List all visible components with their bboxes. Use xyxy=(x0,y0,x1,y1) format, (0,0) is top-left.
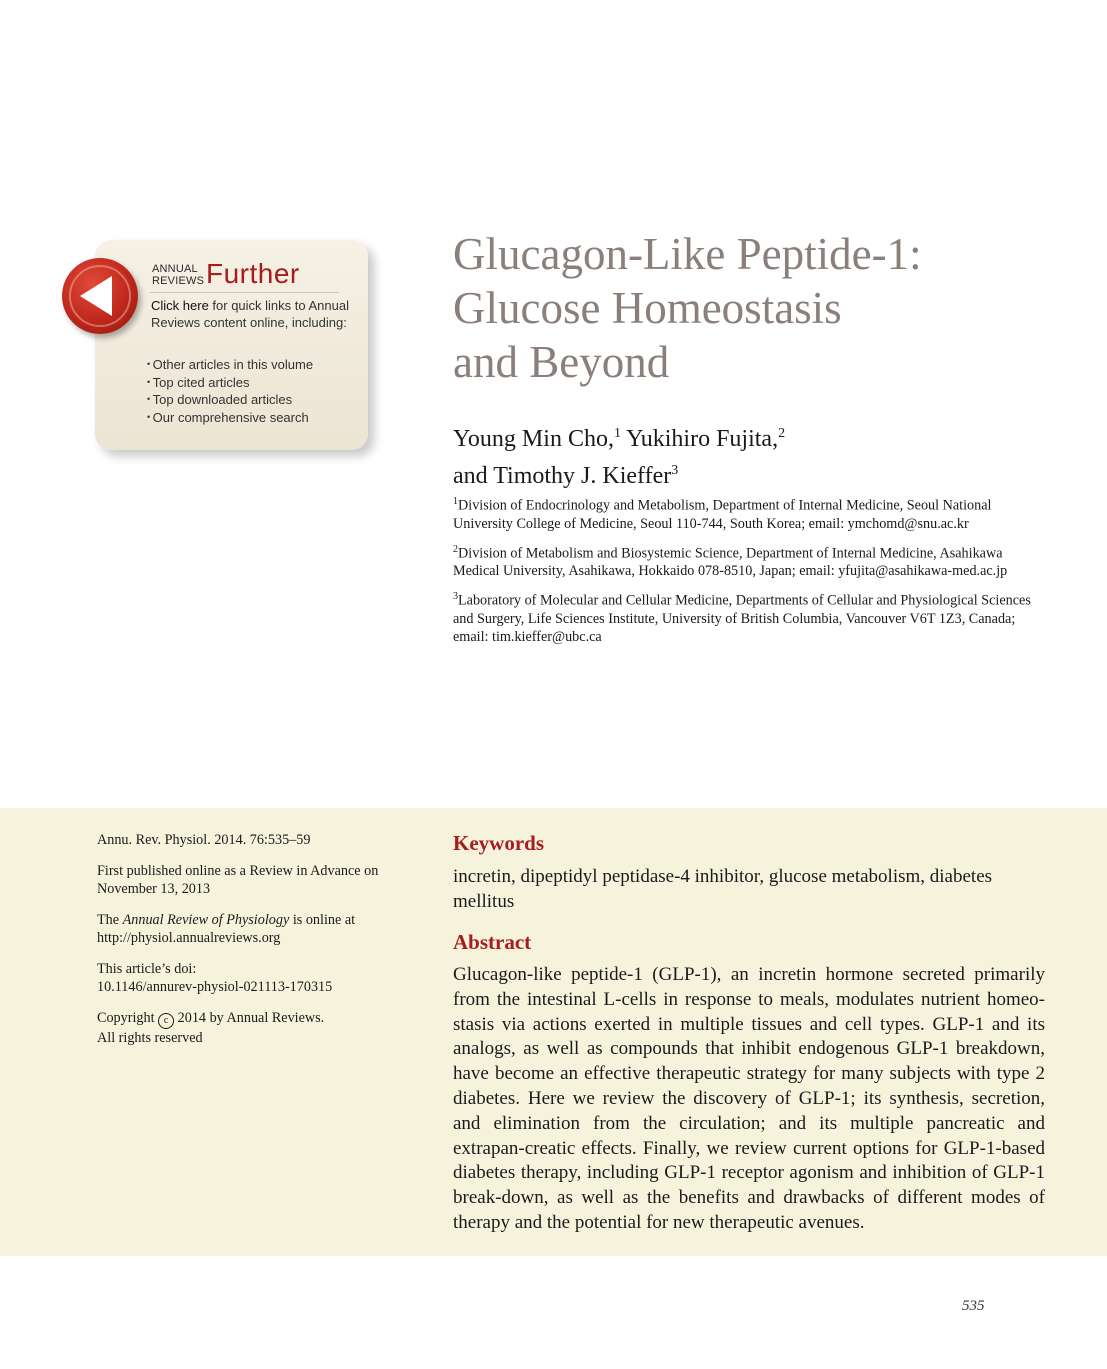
affiliation-2-sup: 2 xyxy=(453,543,458,555)
keywords-heading: Keywords xyxy=(453,831,544,855)
affiliation-3 xyxy=(453,588,1051,646)
affiliation-2-text: Division of Metabolism and Biosystemic Science, Department of Internal Medicine, Asahikawa Medical University, Asahikawa, Hokkaido 078-8510, Japan; email: yfujita@asahikawa-med.ac.jp xyxy=(453,545,1008,580)
affiliation-1-sup: 1 xyxy=(453,496,458,507)
further-links-list xyxy=(147,356,313,426)
title-line-1: Glucagon-Like Peptide-1: xyxy=(453,229,922,279)
annual-label: ANNUAL xyxy=(152,263,198,275)
affiliations xyxy=(453,493,1051,654)
further-label: Further xyxy=(206,258,300,289)
doi-info xyxy=(97,960,417,997)
affiliation-1-text: Division of Endocrinology and Metabolism, Department of Internal Medicine, Seoul National University College of Medicine, Seoul 110-744, South Korea; email: ymchomd@snu.ac.kr xyxy=(453,497,992,532)
copyright-post: 2014 by Annual Reviews. xyxy=(174,1009,325,1026)
affiliation-3-text: Laboratory of Molecular and Cellular Medicine, Departments of Cellular and Physiological Sciences and Surgery, Life Sciences Institute, University of British Columbia, Vancouver V6T 1Z3, Canada; email: tim.kieffer@ubc.ca xyxy=(453,593,1031,646)
further-link-other-articles[interactable]: • Other articles in this volume xyxy=(147,356,313,374)
abstract-heading: Abstract xyxy=(453,930,532,954)
further-link-search[interactable]: • Our comprehensive search xyxy=(147,409,313,427)
article-meta xyxy=(97,831,417,1059)
annual-reviews-logo xyxy=(152,263,204,287)
abstract-text: Glucagon-like peptide-1 (GLP-1), an incretin hormone secreted primarily from the intestinal L-cells in response to meals, modulates nutrient homeo-stasis via actions exerted in multiple tissues and cell types. GLP-1 and its analogs, as well as compounds that inhibit endogenous GLP-1 breakdown, have become an effective therapeutic strategy for many subjects with type 2 diabetes. Here we review the discovery of GLP-1; its synthesis, secretion, and elimination from the circulation; and its multiple pancreatic and extrapan-creatic effects. Finally, we review current options for GLP-1-based diabetes therapy, including GLP-1 receptor agonism and inhibition of GLP-1 break-down, as well as the benefits and drawbacks of different modes of therapy and the potential for new therapeutic avenues. xyxy=(453,964,1045,1233)
play-left-icon xyxy=(62,258,138,334)
online-post: is online at http://physiol.annualreviews.org xyxy=(97,911,356,946)
author-2-sup: 2 xyxy=(778,426,786,441)
doi-label: This article’s doi: xyxy=(97,960,197,977)
authors xyxy=(453,418,1073,492)
author-3-sup: 3 xyxy=(671,463,679,478)
further-description-rest: for quick links to Annual Reviews content online, including: xyxy=(151,298,349,330)
first-published: First published online as a Review in Advance on November 13, 2013 xyxy=(97,862,379,897)
affiliation-3-sup: 3 xyxy=(453,591,458,603)
author-1: Young Min Cho, xyxy=(453,426,614,452)
citation: Annu. Rev. Physiol. 2014. 76:535–59 xyxy=(97,832,311,848)
affiliation-1 xyxy=(453,493,1051,533)
online-pre: The xyxy=(97,911,123,928)
further-divider xyxy=(150,292,339,293)
rights: All rights reserved xyxy=(97,1029,203,1046)
reviews-label: REVIEWS xyxy=(152,275,205,287)
further-link-top-cited[interactable]: • Top cited articles xyxy=(147,374,313,392)
copyright-icon: c xyxy=(158,1013,174,1029)
back-arrow-icon[interactable] xyxy=(62,258,138,334)
online-info xyxy=(97,911,417,948)
title-line-2: Glucose Homeostasis xyxy=(453,283,842,333)
affiliation-2 xyxy=(453,541,1051,581)
doi-value[interactable]: 10.1146/annurev-physiol-021113-170315 xyxy=(97,979,333,995)
copyright-pre: Copyright xyxy=(97,1009,159,1026)
article-title xyxy=(453,227,1073,389)
journal-name: Annual Review of Physiology xyxy=(122,911,290,928)
copyright xyxy=(97,1009,417,1048)
further-link-top-downloaded[interactable]: • Top downloaded articles xyxy=(147,391,313,409)
author-1-sup: 1 xyxy=(613,426,621,441)
title-line-3: and Beyond xyxy=(453,337,670,387)
keywords-text: incretin, dipeptidyl peptidase-4 inhibitor, glucose metabolism, diabetes mellitus xyxy=(453,866,993,912)
further-description xyxy=(151,297,351,331)
author-3: and Timothy J. Kieffer xyxy=(453,463,672,489)
click-here-link[interactable]: Click here xyxy=(151,298,209,313)
author-2: Yukihiro Fujita, xyxy=(620,426,779,452)
page-number: 535 xyxy=(962,1298,985,1314)
